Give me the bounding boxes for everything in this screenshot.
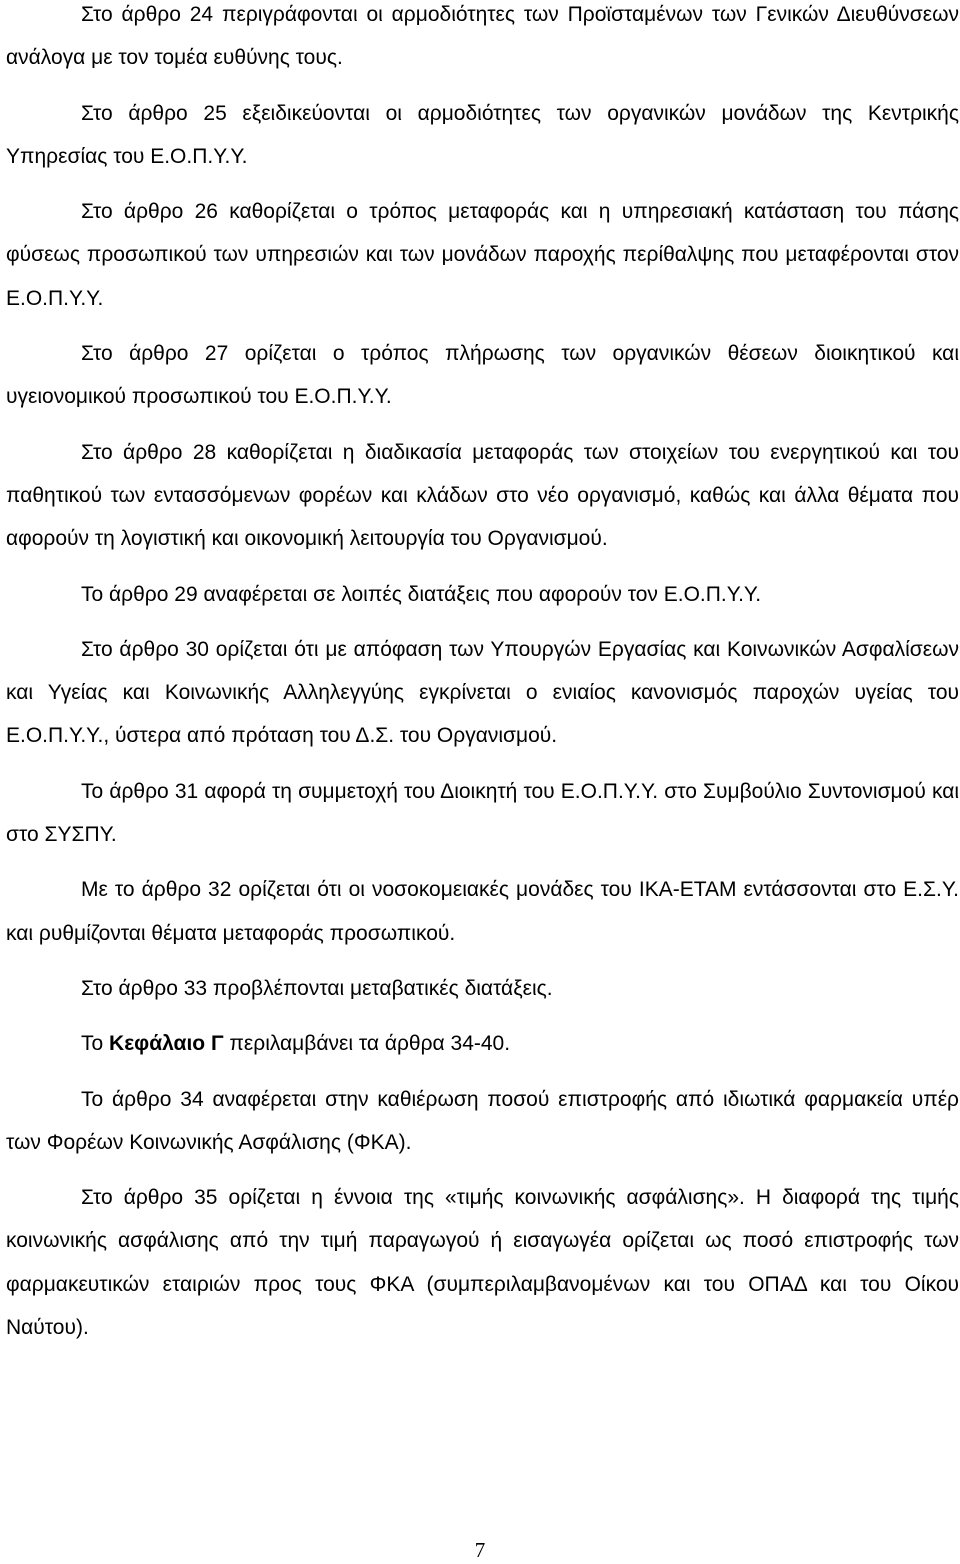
chapter-suffix: περιλαμβάνει τα άρθρα 34-40. bbox=[223, 1032, 511, 1056]
paragraph-article-34: Το άρθρο 34 αναφέρεται στην καθιέρωση ποσού επιστροφής από ιδιωτικά φαρμακεία υπέρ των Φορέων Κοινωνικής Ασφάλισης (ΦΚΑ). bbox=[6, 1087, 959, 1154]
paragraph-article-31: Το άρθρο 31 αφορά τη συμμετοχή του Διοικητή του Ε.Ο.Π.Υ.Υ. στο Συμβούλιο Συντονισμού και στο ΣΥΣΠΥ. bbox=[6, 779, 959, 847]
paragraph-article-28: Στο άρθρο 28 καθορίζεται η διαδικασία μεταφοράς των στοιχείων του ενεργητικού και του παθητικού των εντασσόμενων φορέων και κλάδων στο νέο οργανισμό, καθώς και άλλα θέματα που αφορούν τη λογιστική και οικονομική λειτουργία του Οργανισμού. bbox=[6, 440, 959, 551]
page-number: 7 bbox=[474, 1538, 486, 1562]
chapter-prefix: Το bbox=[81, 1032, 110, 1056]
paragraph-article-25: Στο άρθρο 25 εξειδικεύονται οι αρμοδιότητες των οργανικών μονάδων της Κεντρικής Υπηρεσίας του Ε.Ο.Π.Υ.Υ. bbox=[6, 101, 959, 168]
paragraph-article-26: Στο άρθρο 26 καθορίζεται ο τρόπος μεταφοράς και η υπηρεσιακή κατάσταση του πάσης φύσεως προσωπικού των υπηρεσιών και των μονάδων παροχής περίθαλψης που μεταφέρονται στον Ε.Ο.Π.Υ.Υ. bbox=[6, 200, 959, 310]
document-body bbox=[6, 0, 959, 1349]
paragraph-article-24: Στο άρθρο 24 περιγράφονται οι αρμοδιότητες των Προϊσταμένων των Γενικών Διευθύνσεων ανάλογα με τον τομέα ευθύνης τους. bbox=[6, 3, 959, 70]
paragraph-chapter-c bbox=[6, 1022, 959, 1065]
chapter-title: Κεφάλαιο Γ bbox=[109, 1032, 224, 1056]
paragraph-article-35: Στο άρθρο 35 ορίζεται η έννοια της «τιμής κοινωνικής ασφάλισης». Η διαφορά της τιμής κοινωνικής ασφάλισης από την τιμή παραγωγού ή εισαγωγέα ορίζεται ως ποσό επιστροφής των φαρμακευτικών εταιριών προς τους ΦΚΑ (συμπεριλαμβανομένων και του ΟΠΑΔ και του Οίκου Ναύτου). bbox=[6, 1186, 959, 1340]
paragraph-article-32: Με το άρθρο 32 ορίζεται ότι οι νοσοκομειακές μονάδες του ΙΚΑ-ΕΤΑΜ εντάσσονται στο Ε.Σ.Υ. και ρυθμίζονται θέματα μεταφοράς προσωπικού. bbox=[6, 878, 959, 945]
paragraph-article-33: Στο άρθρο 33 προβλέπονται μεταβατικές διατάξεις. bbox=[81, 976, 553, 1000]
paragraph-article-29: Το άρθρο 29 αναφέρεται σε λοιπές διατάξεις που αφορούν τον Ε.Ο.Π.Υ.Υ. bbox=[81, 582, 762, 606]
paragraph-article-27: Στο άρθρο 27 ορίζεται ο τρόπος πλήρωσης των οργανικών θέσεων διοικητικού και υγειονομικού προσωπικού του Ε.Ο.Π.Υ.Υ. bbox=[6, 342, 959, 409]
paragraph-article-30: Στο άρθρο 30 ορίζεται ότι με απόφαση των Υπουργών Εργασίας και Κοινωνικών Ασφαλίσεων και Υγείας και Κοινωνικής Αλληλεγγύης εγκρίνεται ο ενιαίος κανονισμός παροχών υγείας του Ε.Ο.Π.Υ.Υ., ύστερα από πρόταση του Δ.Σ. του Οργανισμού. bbox=[6, 637, 959, 748]
